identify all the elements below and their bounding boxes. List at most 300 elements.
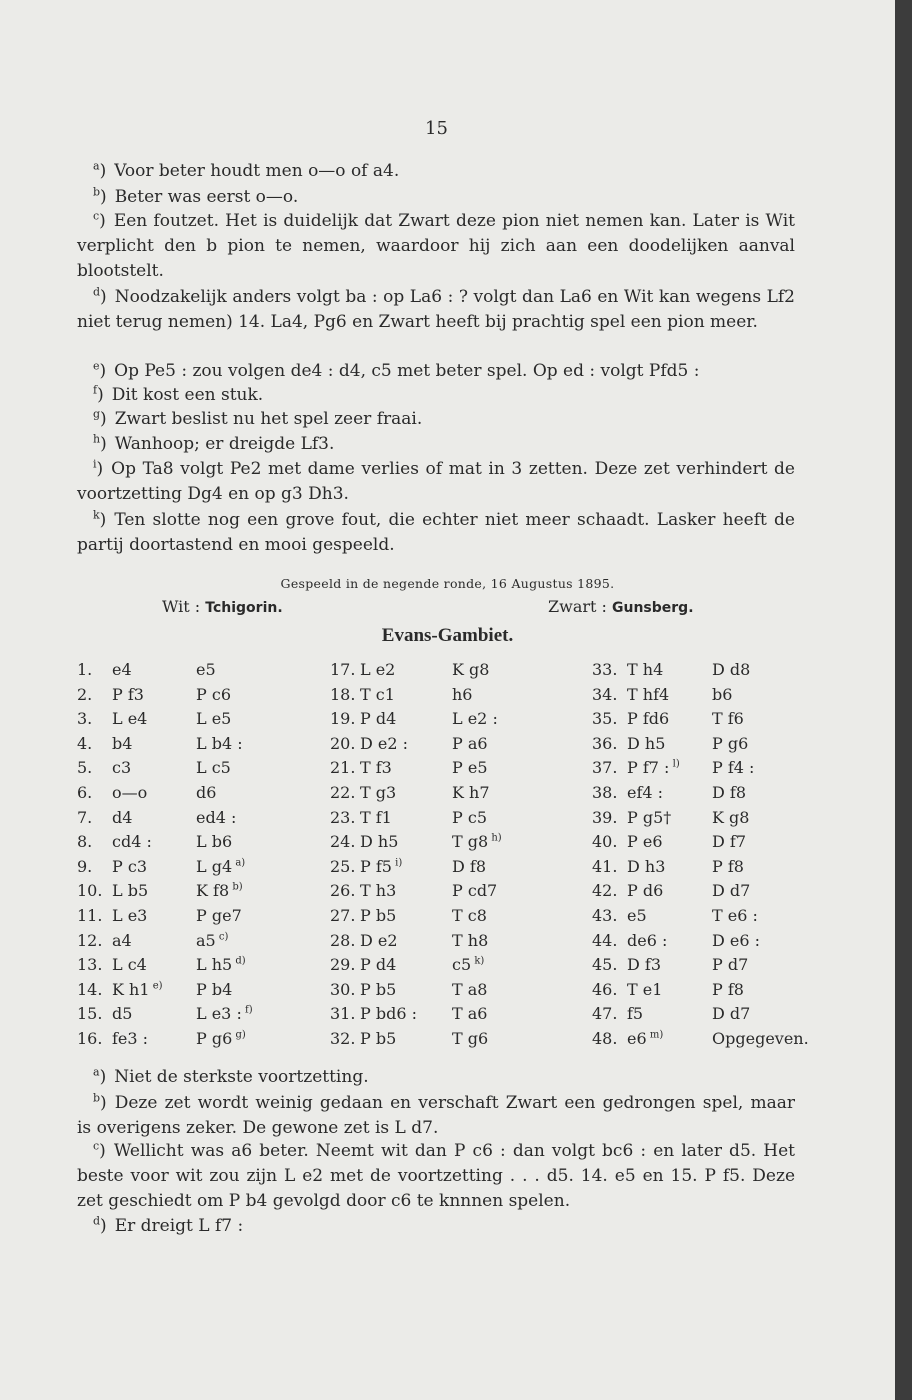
footnote (77, 1065, 795, 1090)
move-number (592, 931, 617, 950)
black-move (196, 758, 231, 777)
white-move (627, 881, 663, 900)
white-move (360, 1029, 396, 1048)
black-move (196, 857, 245, 876)
black-move-text: L e2 : (452, 709, 498, 729)
footnote (77, 457, 795, 507)
footnote-text: Wanhoop; er dreigde Lf3. (114, 434, 335, 454)
white-move (360, 881, 396, 900)
white-move (360, 758, 392, 777)
move-number-text: 12. (77, 930, 103, 950)
footnote-text: Deze zet wordt weinig gedaan en verschaft Zwart een gedrongen spel, maar is overigens zeker. De gewone zet is L d7. (77, 1093, 795, 1138)
footnote-text: Zwart beslist nu het spel zeer fraai. (114, 409, 423, 429)
move-number-text: 36. (592, 733, 618, 753)
move-number-text: 26. (330, 881, 356, 901)
move-number-text: 21. (330, 758, 356, 778)
black-move (196, 685, 231, 704)
move-number-text: 22. (330, 783, 356, 802)
white-move-text: de6 : (627, 930, 668, 950)
white-move (112, 709, 147, 728)
black-move (712, 808, 749, 827)
move-number-text: 39. (592, 807, 618, 827)
footnote-marker: h (93, 432, 101, 446)
white-move-text: P b5 (360, 979, 397, 999)
move-number (330, 832, 355, 851)
move-number (592, 906, 617, 925)
move-number-text: 15. (77, 1004, 103, 1024)
black-move-text: P g6 (712, 733, 749, 753)
white-move-text: D e2 : (360, 733, 409, 753)
black-move (196, 906, 242, 925)
white-move-text: L e2 (360, 660, 396, 679)
white-move-text: K h1 (112, 979, 150, 999)
footnote-paren: ) (100, 1093, 107, 1113)
black-move-text: D e6 : (712, 930, 761, 950)
white-move (627, 832, 663, 851)
move-number (592, 881, 617, 900)
black-move-text: P e5 (452, 758, 488, 778)
move-number (592, 832, 617, 851)
footnote-marker: i (93, 457, 97, 471)
move-number-text: 35. (592, 709, 618, 729)
black-player (548, 597, 694, 616)
note-reference: f) (241, 1005, 253, 1017)
black-move (452, 881, 497, 900)
white-move (112, 1004, 132, 1023)
move-number-text: 48. (592, 1029, 618, 1048)
black-move (196, 1004, 253, 1023)
black-move (196, 808, 236, 827)
footnote-text: Ten slotte nog een grove fout, die echter niet meer schaadt. Lasker heeft de partij doortastend en mooi gespeeld. (77, 510, 795, 555)
black-move (452, 955, 484, 974)
footnote-text: Een foutzet. Het is duidelijk dat Zwart deze pion niet nemen kan. Later is Wit verplicht den b pion te nemen, waardoor hij zich aan een doodelijken aanval blootstelt. (77, 211, 795, 281)
move-number (592, 980, 617, 999)
black-move-text: L b4 : (196, 733, 243, 753)
white-move-text: cd4 : (112, 832, 152, 852)
move-number-text: 2. (77, 684, 93, 704)
move-number (77, 881, 102, 900)
white-move (112, 685, 144, 704)
footnote-marker: d (93, 1214, 101, 1228)
move-number (77, 832, 92, 851)
black-move-text: P cd7 (452, 881, 498, 901)
black-move (452, 857, 486, 876)
black-move (452, 709, 498, 728)
move-number (592, 857, 617, 876)
move-number-text: 24. (330, 832, 356, 852)
move-number (77, 906, 102, 925)
white-move-text: T f1 (360, 807, 392, 827)
white-move-text: P f5 (360, 856, 392, 876)
footnote-marker: g (93, 407, 101, 421)
black-move (452, 783, 490, 802)
footnote-paren: ) (100, 409, 107, 429)
move-number-text: 40. (592, 832, 618, 852)
footnote-marker: b (93, 1091, 101, 1105)
white-move-text: d5 (112, 1004, 133, 1024)
white-move-text: L b5 (112, 881, 149, 901)
black-move (712, 857, 744, 876)
footnote (77, 1139, 795, 1214)
black-move (452, 1004, 487, 1023)
white-move-text: T h4 (627, 660, 664, 679)
note-reference: b) (229, 882, 243, 894)
white-move (360, 1004, 417, 1023)
white-move-text: f5 (627, 1004, 644, 1024)
black-move (712, 1004, 750, 1023)
footnote (77, 359, 795, 384)
move-number (330, 881, 355, 900)
black-move-text: T c8 (452, 906, 487, 925)
white-move-text: P d4 (360, 955, 397, 975)
footnote-marker: a (93, 1065, 100, 1079)
move-number-text: 37. (592, 758, 618, 778)
white-move-text: P c3 (112, 856, 147, 876)
white-move (112, 832, 152, 851)
white-move (112, 734, 132, 753)
move-number (77, 980, 102, 999)
move-number (330, 955, 355, 974)
black-move-text: a5 (196, 930, 216, 950)
black-move-text: T g6 (452, 1029, 489, 1048)
move-number-text: 32. (330, 1029, 356, 1048)
note-reference: e) (149, 980, 163, 992)
move-number (330, 1004, 355, 1023)
black-move-text: ed4 : (196, 807, 237, 827)
move-number (330, 783, 355, 802)
white-move (360, 783, 396, 802)
footnote-text: Op Pe5 : zou volgen de4 : d4, c5 met beter spel. Op ed : volgt Pfd5 : (114, 361, 700, 381)
footnote-paren: ) (99, 510, 107, 530)
move-number (592, 734, 617, 753)
black-move-text: T a6 (452, 1004, 488, 1024)
black-move (452, 906, 487, 925)
white-move (112, 881, 148, 900)
black-move-text: P c6 (196, 684, 231, 704)
black-move (452, 980, 487, 999)
footnote-marker: k (93, 508, 100, 522)
move-number-text: 23. (330, 807, 356, 827)
white-move-text: T e1 (627, 979, 663, 999)
move-number (330, 808, 355, 827)
move-number (77, 709, 92, 728)
note-reference: d) (232, 955, 246, 967)
white-move (112, 660, 132, 679)
footnote (77, 159, 795, 184)
white-move-text: D h5 (360, 832, 399, 852)
footnote-paren: ) (100, 434, 107, 454)
black-move-text: h6 (452, 684, 473, 704)
white-move-text: e5 (627, 906, 647, 925)
white-move-text: ef4 : (627, 783, 664, 802)
white-move-text: P g5† (627, 807, 672, 827)
note-reference: h) (488, 832, 502, 844)
black-move (712, 881, 750, 900)
footnote-marker: a (93, 159, 100, 173)
move-number-text: 38. (592, 783, 618, 802)
move-number (592, 758, 617, 777)
black-move-text: T f6 (712, 709, 744, 729)
white-move-text: T h3 (360, 881, 397, 901)
white-name: Tchigorin. (205, 600, 283, 616)
note-reference: a) (232, 857, 246, 869)
footnote-paren: ) (99, 1141, 106, 1161)
footnote-marker: d (93, 285, 101, 299)
black-move-text: T g8 (452, 832, 489, 852)
note-reference: i) (391, 857, 403, 869)
move-number (77, 955, 102, 974)
white-move-text: P fd6 (627, 709, 670, 729)
black-move (196, 881, 243, 900)
black-move (452, 931, 488, 950)
black-move (196, 1029, 246, 1048)
note-reference: l) (669, 759, 680, 771)
black-move-text: K f8 (196, 881, 230, 901)
black-move-text: P a6 (452, 733, 488, 753)
black-move (196, 660, 216, 679)
footnote-paren: ) (99, 161, 107, 181)
move-number (330, 931, 355, 950)
move-number (330, 709, 355, 728)
footnote-text: Voor beter houdt men o—o of a4. (114, 161, 400, 181)
move-number (592, 955, 617, 974)
footnote (77, 407, 795, 432)
move-number-text: 34. (592, 684, 618, 704)
black-move-text: L b6 (196, 832, 233, 852)
white-move (112, 758, 131, 777)
black-move (712, 685, 732, 704)
note-reference: c) (215, 931, 229, 943)
black-move-text: b6 (712, 684, 733, 704)
footnote-marker: b (93, 185, 101, 199)
white-move (627, 1029, 663, 1048)
move-number (592, 1029, 617, 1048)
white-move-text: P b5 (360, 906, 397, 925)
move-number-text: 19. (330, 709, 356, 729)
black-name: Gunsberg. (612, 600, 694, 616)
move-number-text: 29. (330, 955, 356, 975)
white-move (360, 857, 402, 876)
white-move (112, 906, 147, 925)
move-number-text: 17. (330, 660, 356, 679)
move-number-text: 4. (77, 733, 93, 753)
move-number (330, 660, 355, 679)
white-move-text: L c4 (112, 955, 147, 975)
footnote-text: Wellicht was a6 beter. Neemt wit dan P c6 : dan volgt bc6 : en later d5. Het beste voor wit zou zijn L e2 met de voortzetting . . . d5. 14. e5 en 15. P f5. Deze zet geschiedt om P b4 gevolgd door c6 te knnnen spelen. (77, 1141, 795, 1211)
white-move-text: T f3 (360, 758, 392, 778)
black-move-text: L h5 (196, 955, 233, 975)
move-number-text: 8. (77, 832, 93, 852)
white-move-text: L e4 (112, 709, 148, 729)
footnote-text: Noodzakelijk anders volgt ba : op La6 : ? volgt dan La6 en Wit kan wegens Lf2 niet terug nemen) 14. La4, Pg6 en Zwart heeft bij prachtig spel een pion meer. (77, 287, 795, 332)
black-move-text: K g8 (712, 807, 750, 827)
footnote-paren: ) (99, 211, 106, 231)
move-number-text: 20. (330, 733, 356, 753)
white-move (627, 685, 669, 704)
white-move-text: fe3 : (112, 1029, 149, 1048)
black-move (712, 734, 748, 753)
white-move-text: b4 (112, 733, 133, 753)
move-number-text: 5. (77, 758, 93, 778)
white-move-text: P f7 : (627, 758, 670, 778)
black-move-text: T e6 : (712, 906, 758, 925)
black-move-text: D f8 (452, 856, 487, 876)
move-number-text: 31. (330, 1004, 356, 1024)
black-label: Zwart : (548, 597, 607, 616)
move-number-text: 6. (77, 783, 93, 802)
white-move (360, 660, 395, 679)
page-number: 15 (425, 118, 448, 139)
footnote (77, 432, 795, 457)
footnote (77, 383, 795, 408)
black-move-text: T a8 (452, 979, 488, 999)
white-move-text: D f3 (627, 955, 662, 975)
move-number (330, 857, 355, 876)
black-move-text: P d7 (712, 955, 749, 975)
footnote-marker: c (93, 209, 100, 223)
white-move-text: d4 (112, 807, 133, 827)
move-number-text: 13. (77, 955, 103, 975)
white-move-text: a4 (112, 930, 132, 950)
move-number-text: 30. (330, 979, 356, 999)
white-label: Wit : (162, 597, 201, 616)
white-move (627, 955, 661, 974)
move-number-text: 47. (592, 1004, 618, 1024)
white-move-text: e4 (112, 660, 132, 679)
move-number-text: 45. (592, 955, 618, 975)
black-move-text: c5 (452, 955, 472, 975)
black-move (196, 709, 231, 728)
white-move (112, 808, 132, 827)
black-move-text: e5 (196, 660, 216, 679)
footnote-text: Op Ta8 volgt Pe2 met dame verlies of mat in 3 zetten. Deze zet verhindert de voortzetting Dg4 en op g3 Dh3. (77, 459, 795, 504)
black-move-text: d6 (196, 783, 217, 802)
white-move-text: T g3 (360, 783, 397, 802)
note-reference: k) (471, 955, 485, 967)
footnote-marker: e (93, 359, 100, 373)
black-move (452, 1029, 488, 1048)
white-move (627, 783, 663, 802)
white-move-text: P d6 (627, 881, 664, 901)
white-move (627, 1004, 643, 1023)
move-number-text: 1. (77, 660, 93, 679)
black-move (196, 783, 216, 802)
black-move (712, 980, 744, 999)
white-move-text: P b5 (360, 1029, 397, 1048)
black-move (712, 709, 744, 728)
footnote (77, 185, 795, 210)
black-move-text: D f7 (712, 832, 747, 852)
black-move-text: K g8 (452, 660, 490, 679)
black-move (712, 1029, 809, 1048)
white-move-text: P f3 (112, 684, 144, 704)
white-move (360, 931, 398, 950)
black-move-text: P g6 (196, 1029, 233, 1048)
white-move-text: D h5 (627, 733, 666, 753)
black-move (452, 734, 488, 753)
black-move-text: Opgegeven. (712, 1029, 809, 1048)
black-move (196, 980, 232, 999)
white-move (360, 906, 396, 925)
move-number-text: 14. (77, 979, 103, 999)
white-move (360, 980, 396, 999)
move-number (77, 734, 92, 753)
move-number (77, 808, 92, 827)
white-move (360, 832, 398, 851)
black-move (196, 832, 232, 851)
white-move (112, 980, 163, 999)
move-number (330, 685, 355, 704)
black-move-text: P ge7 (196, 906, 242, 925)
black-move-text: D d7 (712, 881, 751, 901)
black-move-text: P c5 (452, 807, 487, 827)
white-move (627, 660, 663, 679)
move-number-text: 16. (77, 1029, 103, 1048)
move-number (77, 1029, 102, 1048)
move-number (592, 709, 617, 728)
move-number-text: 44. (592, 930, 618, 950)
black-move (712, 955, 748, 974)
black-move (712, 783, 746, 802)
move-number-text: 18. (330, 684, 356, 704)
move-list (0, 660, 895, 1060)
black-move-text: L e3 : (196, 1004, 242, 1024)
move-number (77, 1004, 102, 1023)
note-reference: m) (646, 1029, 664, 1041)
black-move (712, 660, 750, 679)
move-number-text: 10. (77, 881, 103, 901)
white-move-text: T c1 (360, 684, 395, 704)
move-number-text: 28. (330, 930, 356, 950)
white-move (112, 955, 147, 974)
footnote-text: Er dreigt L f7 : (114, 1216, 244, 1236)
footnote-paren: ) (100, 1216, 107, 1236)
black-move-text: L g4 (196, 856, 233, 876)
white-move (627, 709, 669, 728)
move-number (592, 1004, 617, 1023)
white-move-text: D h3 (627, 856, 666, 876)
footnote-paren: ) (100, 187, 107, 207)
black-move-text: P b4 (196, 979, 233, 999)
footnote (77, 285, 795, 335)
black-move-text: K h7 (452, 783, 490, 802)
black-move (712, 832, 746, 851)
white-move-text: T hf4 (627, 684, 670, 704)
move-number (77, 758, 92, 777)
white-move-text: c3 (112, 758, 132, 778)
move-number-text: 42. (592, 881, 618, 901)
move-number-text: 46. (592, 979, 618, 999)
white-move (627, 906, 647, 925)
move-number (77, 857, 92, 876)
white-move (627, 758, 680, 777)
footnote-paren: ) (100, 287, 107, 307)
white-move (112, 931, 132, 950)
black-move (196, 734, 243, 753)
white-move (627, 734, 665, 753)
black-move-text: P f8 (712, 856, 744, 876)
footnote (77, 508, 795, 558)
move-number-text: 43. (592, 906, 618, 925)
white-move-text: P bd6 : (360, 1004, 417, 1024)
black-move (712, 758, 754, 777)
opening-title: Evans-Gambiet. (381, 625, 514, 646)
black-move-text: L e5 (196, 709, 232, 729)
move-number-text: 7. (77, 807, 93, 827)
black-move (196, 931, 228, 950)
move-number (330, 906, 355, 925)
white-move (112, 857, 147, 876)
